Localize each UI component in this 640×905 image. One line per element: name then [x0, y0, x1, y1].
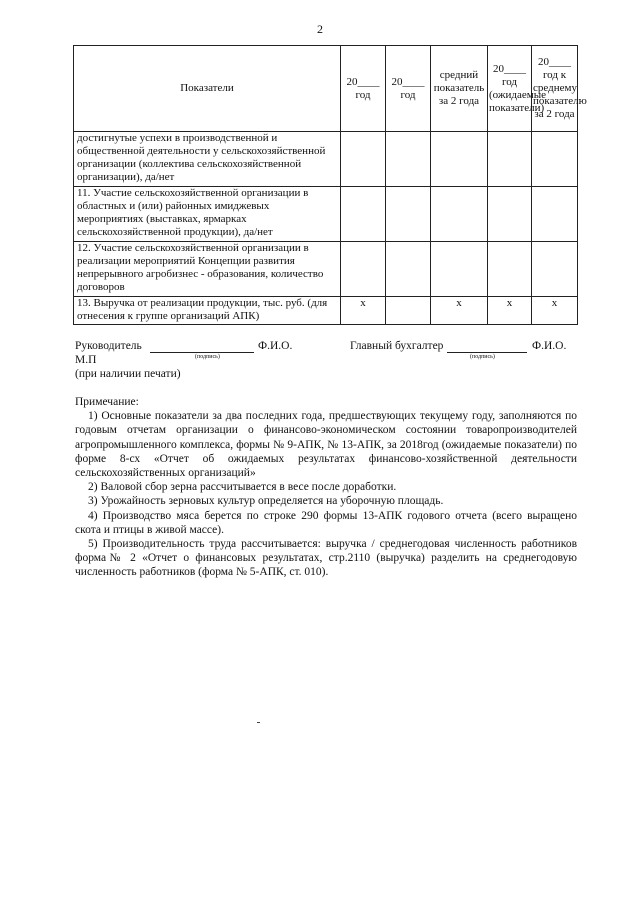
note-item: 1) Основные показатели за два последних года, предшествующих текущему году, заполняются по годовым отчетам организации о финансово-экономическом состоянии товаропроизводителей агропромышленного комплекса, формы № 9-АПК, № 13-АПК, за 2018год (ожидаемые показатели) по форме 8-сх «Отчет об ожидаемых результатах финансово-хозяйственной деятельности сельскохозяйственных организаций» [75, 410, 577, 480]
row-cell: х [431, 297, 488, 325]
head-label: Руководитель [75, 340, 142, 352]
indicators-table [73, 45, 587, 325]
table-header-row [74, 46, 578, 132]
row-cell [386, 297, 431, 325]
header-indicators: Показатели [74, 46, 341, 132]
table-row [74, 187, 578, 242]
row-label: 13. Выручка от реализации продукции, тыс. руб. (для отнесения к группе организаций АПК) [74, 297, 341, 325]
row-cell [431, 132, 488, 187]
row-cell [341, 132, 386, 187]
row-cell [341, 242, 386, 297]
table-row [74, 242, 578, 297]
accountant-signature-caption: (подпись) [470, 354, 495, 360]
row-label: 12. Участие сельскохозяйственной организации в реализации мероприятий Концепции развития непрерывного агробизнес - образования, количество договоров [74, 242, 341, 297]
row-cell [488, 132, 532, 187]
row-cell [532, 187, 578, 242]
header-to-average: 20____ год к среднему показателю за 2 года [532, 46, 578, 132]
row-cell: х [488, 297, 532, 325]
head-name: Ф.И.О. [258, 340, 293, 352]
row-cell [532, 242, 578, 297]
row-cell: х [341, 297, 386, 325]
row-cell [488, 187, 532, 242]
row-cell [431, 242, 488, 297]
row-cell [386, 187, 431, 242]
accountant-label: Главный бухгалтер [350, 340, 444, 352]
notes-section [75, 395, 577, 580]
note-item: 2) Валовой сбор зерна рассчитывается в весе после доработки. [88, 481, 397, 494]
page-number: 2 [317, 22, 323, 36]
note-item: 4) Производство мяса берется по строке 290 формы 13-АПК годового отчета (всего выращено скота и птицы в живой массе). [75, 509, 577, 536]
stamp-note: (при наличии печати) [75, 368, 181, 380]
header-year1: 20____ год [341, 46, 386, 132]
row-cell [341, 187, 386, 242]
row-cell [431, 187, 488, 242]
row-cell [386, 242, 431, 297]
row-label: достигнутые успехи в производственной и общественной деятельности у сельскохозяйственной организации (коллектива сельскохозяйственной организации), да/нет [74, 132, 341, 187]
note-item: 3) Урожайность зерновых культур определяется на уборочную площадь. [88, 495, 444, 508]
row-label: 11. Участие сельскохозяйственной организации в областных и (или) районных имиджевых мероприятиях (выставках, ярмарках сельскохозяйственной продукции), да/нет [74, 187, 341, 242]
header-expected: 20____ год (ожидаемые показатели) [488, 46, 532, 132]
row-cell [386, 132, 431, 187]
signature-block [75, 340, 575, 390]
row-cell [488, 242, 532, 297]
header-average: средний показатель за 2 года [431, 46, 488, 132]
note-item: 5) Производительность труда рассчитывается: выручка / среднегодовая численность работников форма№ 2 «Отчет о финансовых результатах, стр.2110 (выручка) разделить на среднегодовую численность работников (форма № 5-АПК, ст. 010). [75, 538, 577, 579]
row-cell: х [532, 297, 578, 325]
stamp-label: М.П [75, 354, 97, 366]
notes-title: Примечание: [75, 396, 139, 408]
stray-mark [257, 722, 260, 723]
row-cell [532, 132, 578, 187]
head-signature-caption: (подпись) [195, 354, 220, 360]
header-year2: 20____ год [386, 46, 431, 132]
accountant-name: Ф.И.О. [532, 340, 567, 352]
table-row [74, 132, 578, 187]
table-row [74, 297, 578, 325]
